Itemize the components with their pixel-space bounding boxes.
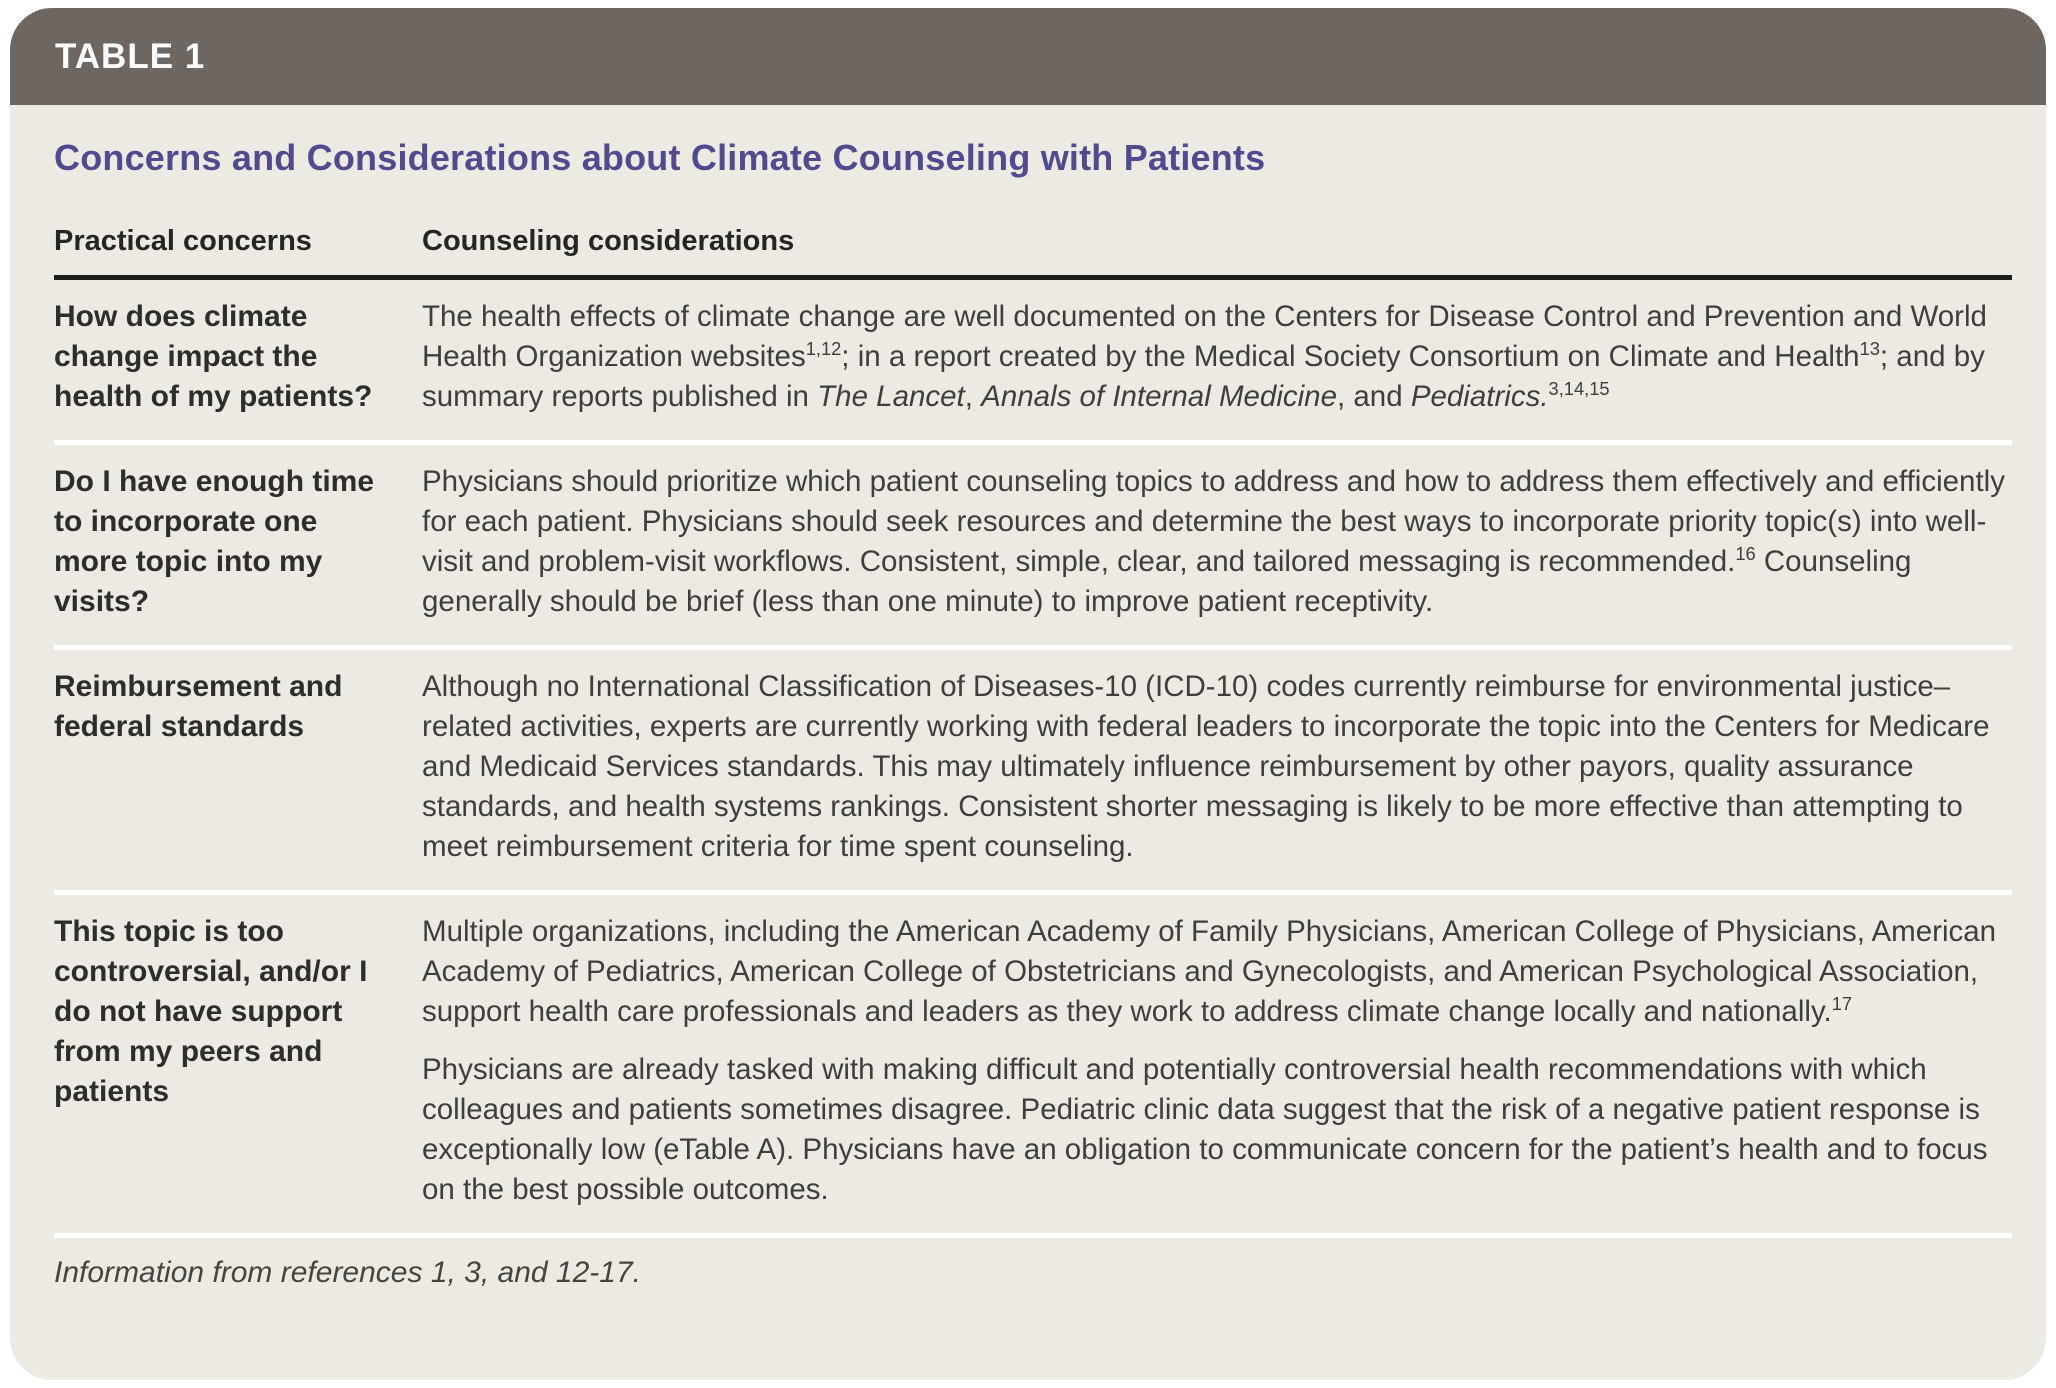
counseling-considerations-cell: Although no International Classification of Diseases-10 (ICD-10) codes currently reimburse for environmental justice–related activities, experts are currently working with federal leaders to incorporate the topic into the Centers for Medicare and Medicaid Services standards. This may ultimately influence reimbursement by other payors, quality assurance standards, and health systems rankings. Consistent shorter messaging is likely to be more effective than attempting to meet reimbursement criteria for time spent counseling. <box>422 670 1990 863</box>
counseling-considerations-cell: Physicians should prioritize which patient counseling topics to address and how to address them effectively and efficiently for each patient. Physicians should seek resources and determine the best ways to incorporate priority topic(s) into well-visit and problem-visit workflows. Consistent, simple, clear, and tailored messaging is recommended.$^{16}$ Counseling generally should be brief (less than one minute) to improve patient receptivity. <box>422 465 2005 618</box>
column-header-practical-concerns: Practical concerns <box>54 225 312 257</box>
table-footnote: Information from references 1, 3, and 12-17. <box>54 1256 641 1289</box>
counseling-considerations-cell: Multiple organizations, including the American Academy of Family Physicians, American College of Physicians, American Academy of Pediatrics, American College of Obstetricians and Gynecologists, and American Psychological Association, support health care professionals and leaders as they work to address climate change locally and nationally.$^{17}$ Physicians are already tasked with making difficult and potentially controversial health recommendations with which colleagues and patients sometimes disagree. Pediatric clinic data suggest that the risk of a negative patient response is exceptionally low (eTable A). Physicians have an obligation to communicate concern for the patient’s health and to focus on the best possible outcomes. <box>422 915 1997 1206</box>
practical-concern-cell: Reimbursement and federal standards <box>54 670 343 743</box>
column-header-counseling-considerations: Counseling considerations <box>422 225 795 257</box>
table-header-bar <box>10 8 2046 105</box>
practical-concern-cell: How does climate change impact the health of my patients? <box>54 300 373 413</box>
table-row <box>54 280 2012 445</box>
table-card <box>10 8 2046 1380</box>
table-row <box>54 445 2012 650</box>
table-title: Concerns and Considerations about Climate Counseling with Patients <box>54 137 1266 178</box>
table-body <box>10 137 2046 1324</box>
table-row <box>54 650 2012 895</box>
practical-concern-cell: This topic is too controversial, and/or I do not have support from my peers and patients <box>54 915 368 1108</box>
table-row <box>54 895 2012 1238</box>
table-label: TABLE 1 <box>55 36 206 76</box>
practical-concern-cell: Do I have enough time to incorporate one more topic into my visits? <box>54 465 375 618</box>
counseling-considerations-cell: The health effects of climate change are well documented on the Centers for Disease Control and Prevention and World Health Organization websites$^{1,12}$; in a report created by the Medical Society Consortium on Climate and Health$^{13}$; and by summary reports published in The Lancet, Annals of Internal Medicine, and Pediatrics.$^{3,14,15}$ <box>422 300 1987 413</box>
column-headers <box>54 225 2012 275</box>
